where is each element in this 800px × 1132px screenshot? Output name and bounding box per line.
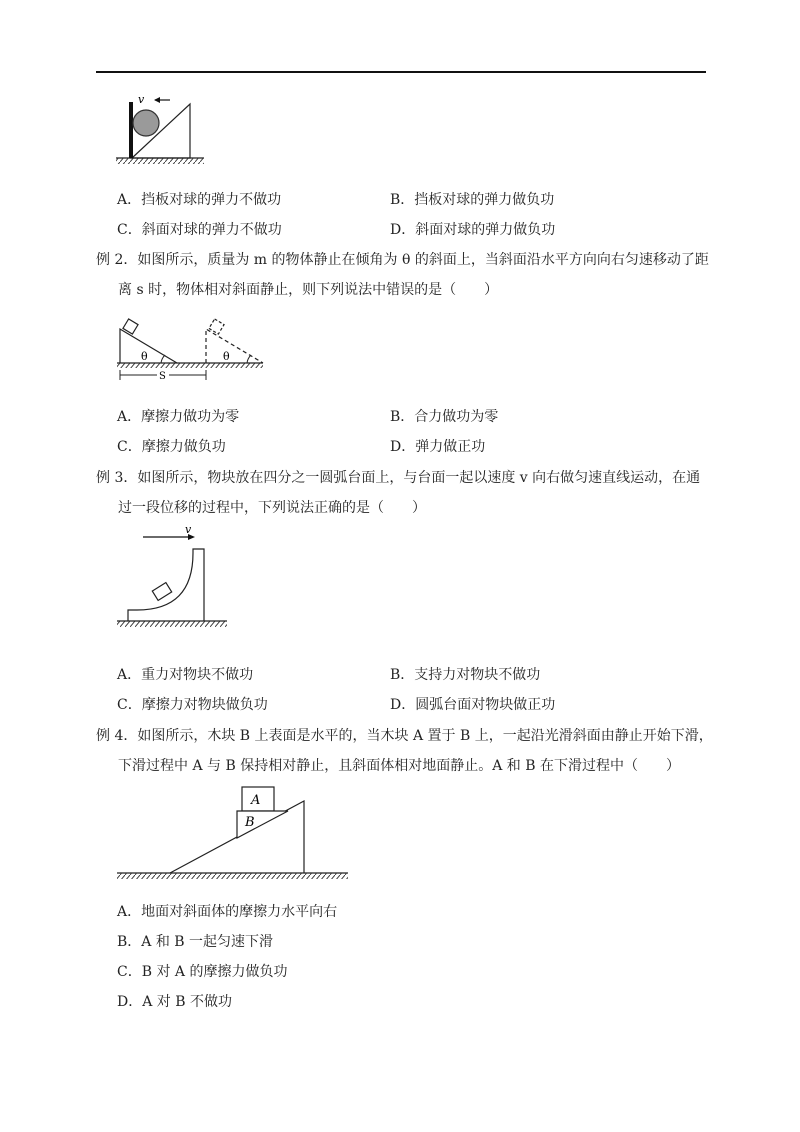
block-on-arc (152, 583, 171, 601)
q4-option-d[interactable]: D．A 对 B 不做功 (117, 994, 232, 1010)
q2-option-b[interactable]: B．合力做功为零 (390, 409, 499, 425)
q2-option-c[interactable]: C．摩擦力做负功 (117, 439, 226, 455)
q3-option-c[interactable]: C．摩擦力对物块做负功 (117, 697, 268, 713)
velocity-label: v (138, 93, 145, 106)
header-rule (96, 71, 706, 73)
q3-stem-line1: 例 3．如图所示，物块放在四分之一圆弧台面上，与台面一起以速度 v 向右做匀速直线运动，在通 (96, 470, 701, 486)
q4-option-a[interactable]: A．地面对斜面体的摩擦力水平向右 (117, 904, 338, 920)
figure-blocks-on-incline (115, 785, 350, 885)
q3-option-b[interactable]: B．支持力对物块不做功 (390, 667, 541, 683)
q1-option-a[interactable]: A．挡板对球的弹力不做功 (117, 192, 282, 208)
block-moved (209, 319, 224, 334)
q2-stem-line1: 例 2．如图所示，质量为 m 的物体静止在倾角为 θ 的斜面上，当斜面沿水平方向向右匀速移动了距 (96, 252, 709, 268)
q1-option-b[interactable]: B．挡板对球的弹力做负功 (390, 192, 555, 208)
q4-stem-line2: 下滑过程中 A 与 B 保持相对静止，且斜面体相对地面静止。A 和 B 在下滑过程中（ ） (118, 758, 680, 774)
q1-option-d[interactable]: D．斜面对球的弹力做负功 (390, 222, 556, 238)
q1-option-c[interactable]: C．斜面对球的弹力不做功 (117, 222, 282, 238)
q4-option-c[interactable]: C．B 对 A 的摩擦力做负功 (117, 964, 288, 980)
displacement-label: S (159, 371, 166, 382)
figure-incline-displacement (115, 315, 265, 385)
q4-stem-line1: 例 4．如图所示，木块 B 上表面是水平的，当木块 A 置于 B 上，一起沿光滑斜面由静止开始下滑， (96, 728, 713, 744)
q2-option-d[interactable]: D．弹力做正功 (390, 439, 486, 455)
figure-ball-board-incline (110, 90, 210, 170)
q3-option-d[interactable]: D．圆弧台面对物块做正功 (390, 697, 556, 713)
block-b-label: B (245, 815, 255, 830)
theta-label-2: θ (223, 350, 230, 363)
ball (133, 110, 159, 136)
theta-label-1: θ (141, 350, 148, 363)
block-a-label: A (251, 793, 261, 808)
q3-stem-line2: 过一段位移的过程中，下列说法正确的是（ ） (118, 500, 426, 516)
q4-option-b[interactable]: B．A 和 B 一起匀速下滑 (117, 934, 274, 950)
q2-stem-line2: 离 s 时，物体相对斜面静止，则下列说法中错误的是（ ） (118, 282, 499, 298)
velocity-label: v (185, 523, 192, 536)
q2-option-a[interactable]: A．摩擦力做功为零 (117, 409, 240, 425)
q3-option-a[interactable]: A．重力对物块不做功 (117, 667, 254, 683)
figure-quarter-arc-block (115, 525, 225, 635)
